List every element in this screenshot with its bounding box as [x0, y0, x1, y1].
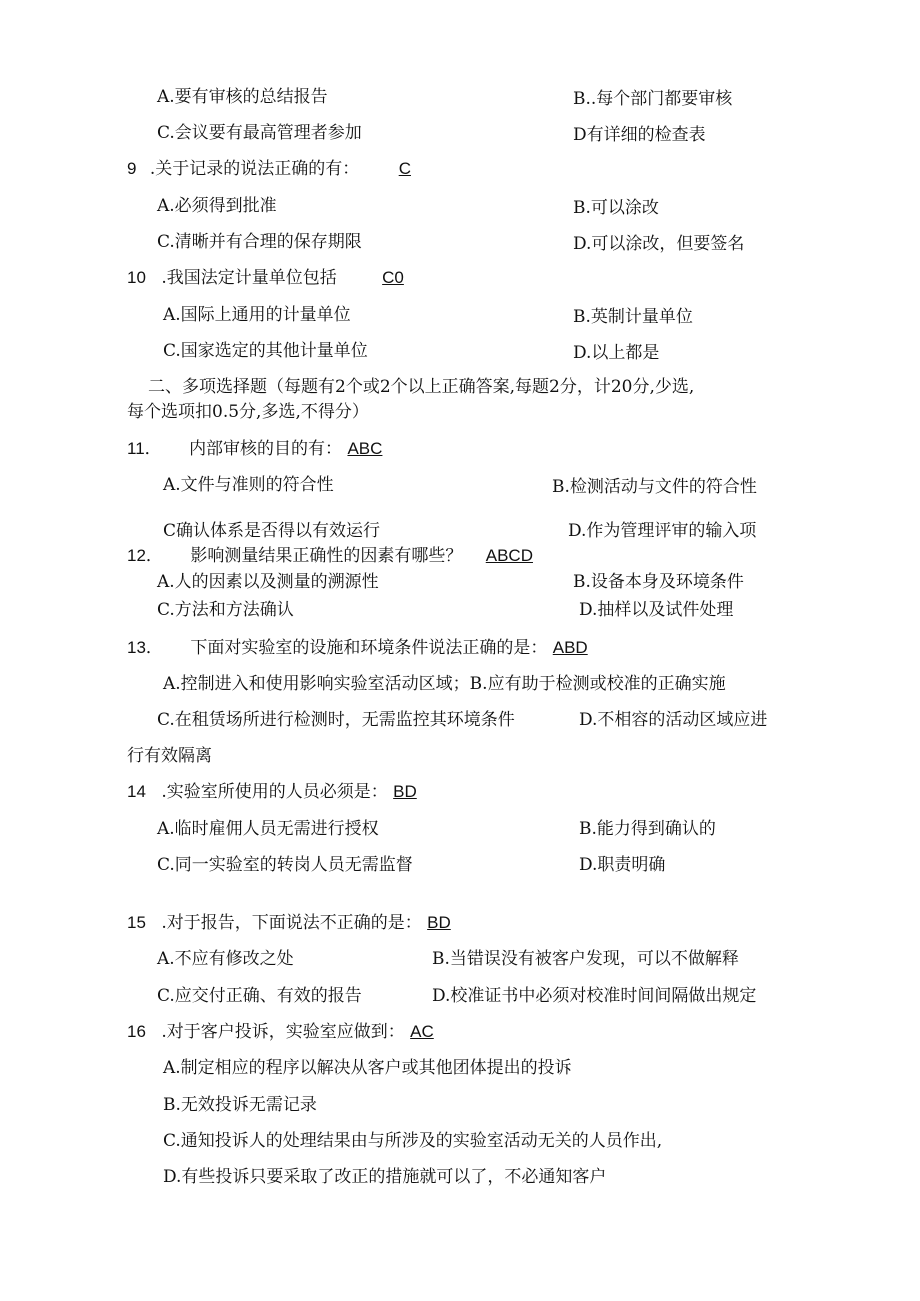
q10-answer: C0	[382, 268, 404, 287]
q10-option-a: A.国际上通用的计量单位	[163, 305, 351, 325]
q14-option-a: A.临时雇佣人员无需进行授权	[157, 819, 379, 839]
q13-option-c: C.在租赁场所进行检测时，无需监控其环境条件	[157, 710, 515, 730]
q12-option-d: D.抽样以及试件处理	[579, 600, 734, 620]
q11-option-d: D.作为管理评审的输入项	[568, 521, 757, 541]
q15-number: 15	[127, 913, 146, 932]
q10-text: .我国法定计量单位包括	[161, 268, 337, 288]
q16-option-a: A.制定相应的程序以解决从客户或其他团体提出的投诉	[163, 1058, 572, 1078]
q13-stem	[127, 637, 588, 659]
q13-option-d-continued: 行有效隔离	[127, 746, 212, 766]
q12-number: 12．	[127, 546, 163, 565]
q10-option-b: B.英制计量单位	[573, 307, 693, 327]
q12-text: 影响测量结果正确性的因素有哪些？	[190, 546, 463, 566]
q11-option-b: B.检测活动与文件的符合性	[552, 477, 757, 497]
q12-stem	[127, 545, 533, 567]
q14-text: .实验室所使用的人员必须是：	[161, 782, 388, 802]
q16-answer: AC	[410, 1022, 434, 1041]
q11-option-a: A.文件与准则的符合性	[163, 475, 334, 495]
q9-option-a: A.必须得到批准	[157, 196, 277, 216]
q12-option-c: C.方法和方法确认	[157, 600, 294, 620]
q15-option-a: A.不应有修改之处	[157, 949, 294, 969]
q15-option-b: B.当错误没有被客户发现，可以不做解释	[432, 949, 739, 969]
q9-option-c: C.清晰并有合理的保存期限	[157, 232, 362, 252]
q13-option-d: D.不相容的活动区域应进	[579, 710, 768, 730]
q9-stem	[127, 158, 411, 180]
q16-option-c: C.通知投诉人的处理结果由与所涉及的实验室活动无关的人员作出,	[163, 1131, 663, 1151]
q11-stem	[127, 438, 382, 460]
q9-option-d: D.可以涂改，但要签名	[573, 234, 745, 254]
q8-option-b: B..每个部门都要审核	[573, 89, 733, 109]
q12-option-b: B.设备本身及环境条件	[573, 572, 744, 592]
q10-stem	[127, 267, 404, 289]
q13-option-ab: A.控制进入和使用影响实验室活动区域；B.应有助于检测或校准的正确实施	[163, 674, 726, 694]
q16-number: 16	[127, 1022, 146, 1041]
q9-text: .关于记录的说法正确的有：	[149, 159, 360, 179]
q10-number: 10	[127, 268, 146, 287]
q16-option-d: D.有些投诉只要采取了改正的措施就可以了，不必通知客户	[163, 1167, 607, 1187]
q9-answer: C	[398, 159, 411, 178]
q10-option-d: D.以上都是	[573, 343, 660, 363]
q16-stem	[127, 1021, 434, 1043]
q10-option-c: C.国家选定的其他计量单位	[163, 341, 368, 361]
q15-answer: BD	[427, 913, 451, 932]
q15-option-c: C.应交付正确、有效的报告	[157, 986, 362, 1006]
q16-option-b: B.无效投诉无需记录	[163, 1095, 317, 1115]
q14-answer: BD	[393, 782, 417, 801]
q14-number: 14	[127, 782, 146, 801]
q9-number: 9	[127, 159, 137, 178]
q15-stem	[127, 912, 451, 934]
q15-option-d: D.校准证书中必须对校准时间间隔做出规定	[432, 986, 757, 1006]
q8-option-a: A.要有审核的总结报告	[157, 87, 328, 107]
q14-option-d: D.职责明确	[579, 855, 666, 875]
q11-number: 11．	[127, 439, 162, 458]
q9-option-b: B.可以涂改	[573, 198, 659, 218]
q16-text: .对于客户投诉，实验室应做到：	[161, 1022, 405, 1042]
section2-heading-line2: 每个选项扣0.5分,多选,不得分）	[127, 402, 369, 422]
q12-answer: ABCD	[485, 546, 533, 565]
q14-option-b: B.能力得到确认的	[579, 819, 716, 839]
q11-text: 内部审核的目的有：	[189, 439, 343, 459]
q13-answer: ABD	[552, 638, 588, 657]
q14-stem	[127, 781, 417, 803]
q15-text: .对于报告，下面说法不正确的是：	[161, 913, 422, 933]
q8-option-d: D有详细的检查表	[573, 125, 706, 145]
q13-number: 13．	[127, 638, 163, 657]
q8-option-c: C.会议要有最高管理者参加	[157, 123, 362, 143]
q11-answer: ABC	[347, 439, 383, 458]
q12-option-a: A.人的因素以及测量的溯源性	[157, 572, 379, 592]
q13-text: 下面对实验室的设施和环境条件说法正确的是：	[190, 638, 548, 658]
section2-heading-line1: 二、多项选择题（每题有2个或2个以上正确答案,每题2分，计20分,少选,	[148, 377, 695, 397]
q11-option-c: C确认体系是否得以有效运行	[163, 521, 381, 541]
q14-option-c: C.同一实验室的转岗人员无需监督	[157, 855, 413, 875]
